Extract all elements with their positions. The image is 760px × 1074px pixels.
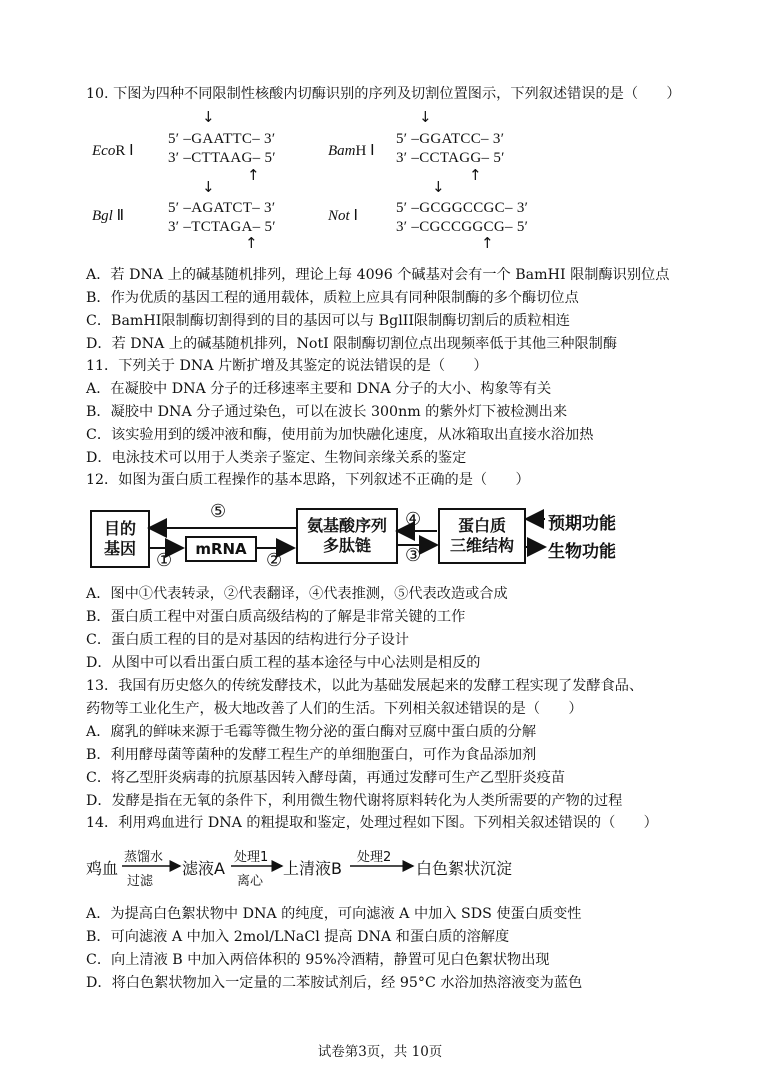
q13-option-a: A．腐乳的鲜味来源于毛霉等微生物分泌的蛋白酶对豆腐中蛋白质的分解 [86,724,537,740]
flow-white-precipitate: 白色絮状沉淀 [416,859,513,878]
label-biological-function: 生物功能 [548,542,616,562]
enzyme-bglii-name: Bgl Ⅱ [92,208,124,224]
bglii-bottom-strand: 3′ –TCTAGA– 5′ [168,219,276,235]
cut-arrow-up-icon: ↑ [245,234,258,252]
q10-stem: 10. 下图为四种不同限制性核酸内切酶识别的序列及切割位置图示，下列叙述错误的是（ ） [86,86,681,102]
ecori-top-strand: 5′ –GAATTC– 3′ [168,131,276,147]
enzyme-noti-name: Not Ⅰ [328,208,358,224]
cut-arrow-up-icon: ↑ [481,234,494,252]
q14-option-c: C．向上清液 B 中加入两倍体积的 95%冷酒精，静置可见白色絮状物出现 [86,952,550,968]
enzyme-bamhi-name: BamH Ⅰ [328,143,375,159]
box-protein-structure: 蛋白质 三维结构 [438,508,526,564]
bamhi-top-strand: 5′ –GGATCC– 3′ [396,131,505,147]
cut-arrow-down-icon: ↓ [432,178,445,196]
q12-stem: 12．如图为蛋白质工程操作的基本思路，下列叙述不正确的是（ ） [86,472,530,488]
q13-stem-line2: 药物等工业化生产，极大地改善了人们的生活。下列相关叙述错误的是（ ） [86,701,583,717]
q14-option-d: D．将白色絮状物加入一定量的二苯胺试剂后，经 95°C 水浴加热溶液变为蓝色 [86,975,583,991]
label-expected-function: 预期功能 [548,514,616,534]
q13-option-b: B．利用酵母菌等菌种的发酵工程生产的单细胞蛋白，可作为食品添加剂 [86,747,537,763]
bamhi-bottom-strand: 3′ –CCTAGG– 5′ [396,150,505,166]
flow-step3-top: 处理2 [357,850,392,865]
ecori-bottom-strand: 3′ –CTTAAG– 5′ [168,150,276,166]
flow-step1-top: 蒸馏水 [124,850,164,865]
q10-option-b: B．作为优质的基因工程的通用载体，质粒上应具有同种限制酶的多个酶切位点 [86,290,579,306]
flow-step1-bottom: 过滤 [127,874,154,889]
q11-option-c: C．该实验用到的缓冲液和酶，使用前为加快融化速度，从冰箱取出直接水浴加热 [86,427,594,443]
q12-option-a: A．图中①代表转录，②代表翻译，④代表推测，⑤代表改造或合成 [86,586,508,602]
q14-option-b: B．可向滤液 A 中加入 2mol/LNaCl 提高 DNA 和蛋白质的溶解度 [86,929,510,945]
flow-step2-bottom: 离心 [237,874,264,889]
q14-stem: 14．利用鸡血进行 DNA 的粗提取和鉴定，处理过程如下图。下列相关叙述错误的（ ） [86,815,658,831]
flow-chicken-blood: 鸡血 [86,859,119,878]
flow-filtrate-a: 滤液A [182,859,225,878]
cut-arrow-up-icon: ↑ [247,166,260,184]
step-1-marker: ① [156,550,173,571]
q11-option-a: A．在凝胶中 DNA 分子的迁移速率主要和 DNA 分子的大小、构象等有关 [86,381,552,397]
q13-option-c: C．将乙型肝炎病毒的抗原基因转入酵母菌，再通过发酵可生产乙型肝炎疫苗 [86,770,566,786]
cut-arrow-down-icon: ↓ [419,108,432,126]
box-amino-acid-sequence: 氨基酸序列 多肽链 [296,508,398,564]
step-5-marker: ⑤ [210,501,227,522]
q10-option-a: A．若 DNA 上的碱基随机排列，理论上每 4096 个碱基对会有一个 BamHI 限制酶识别位点 [86,267,670,283]
q13-option-d: D．发酵是指在无氧的条件下，利用微生物代谢将原料转化为人类所需要的产物的过程 [86,793,623,809]
q12-option-d: D．从图中可以看出蛋白质工程的基本途径与中心法则是相反的 [86,655,481,671]
q10-option-c: C．BamHI限制酶切割得到的目的基因可以与 BglII限制酶切割后的质粒相连 [86,313,570,329]
flow-supernatant-b: 上清液B [283,859,342,878]
cut-arrow-down-icon: ↓ [202,108,215,126]
step-3-marker: ③ [405,545,422,566]
page-footer: 试卷第3页，共 10页 [317,1044,443,1060]
bglii-top-strand: 5′ –AGATCT– 3′ [168,200,276,216]
q14-option-a: A．为提高白色絮状物中 DNA 的纯度，可向滤液 A 中加入 SDS 使蛋白质变性 [86,906,582,922]
q12-option-b: B．蛋白质工程中对蛋白质高级结构的了解是非常关键的工作 [86,609,466,625]
noti-bottom-strand: 3′ –CGCCGGCG– 5′ [396,219,529,235]
cut-arrow-down-icon: ↓ [202,178,215,196]
q11-stem: 11．下列关于 DNA 片断扩增及其鉴定的说法错误的是（ ） [86,358,488,374]
box-mrna: mRNA [185,536,257,562]
noti-top-strand: 5′ –GCGGCCGC– 3′ [396,200,529,216]
q11-option-b: B．凝胶中 DNA 分子通过染色，可以在波长 300nm 的紫外灯下被检测出来 [86,404,568,420]
q10-option-d: D．若 DNA 上的碱基随机排列，NotI 限制酶切割位点出现频率低于其他三种限制酶 [86,336,618,352]
q12-option-c: C．蛋白质工程的目的是对基因的结构进行分子设计 [86,632,409,648]
q13-stem-line1: 13．我国有历史悠久的传统发酵技术，以此为基础发展起来的发酵工程实现了发酵食品、 [86,678,644,694]
box-target-gene: 目的 基因 [90,510,150,568]
step-2-marker: ② [266,550,283,571]
q11-option-d: D．电泳技术可以用于人类亲子鉴定、生物间亲缘关系的鉴定 [86,450,467,466]
step-4-marker: ④ [405,509,422,530]
cut-arrow-up-icon: ↑ [469,166,482,184]
flow-step2-top: 处理1 [234,850,269,865]
enzyme-ecori-name: EcoR Ⅰ [92,143,134,159]
